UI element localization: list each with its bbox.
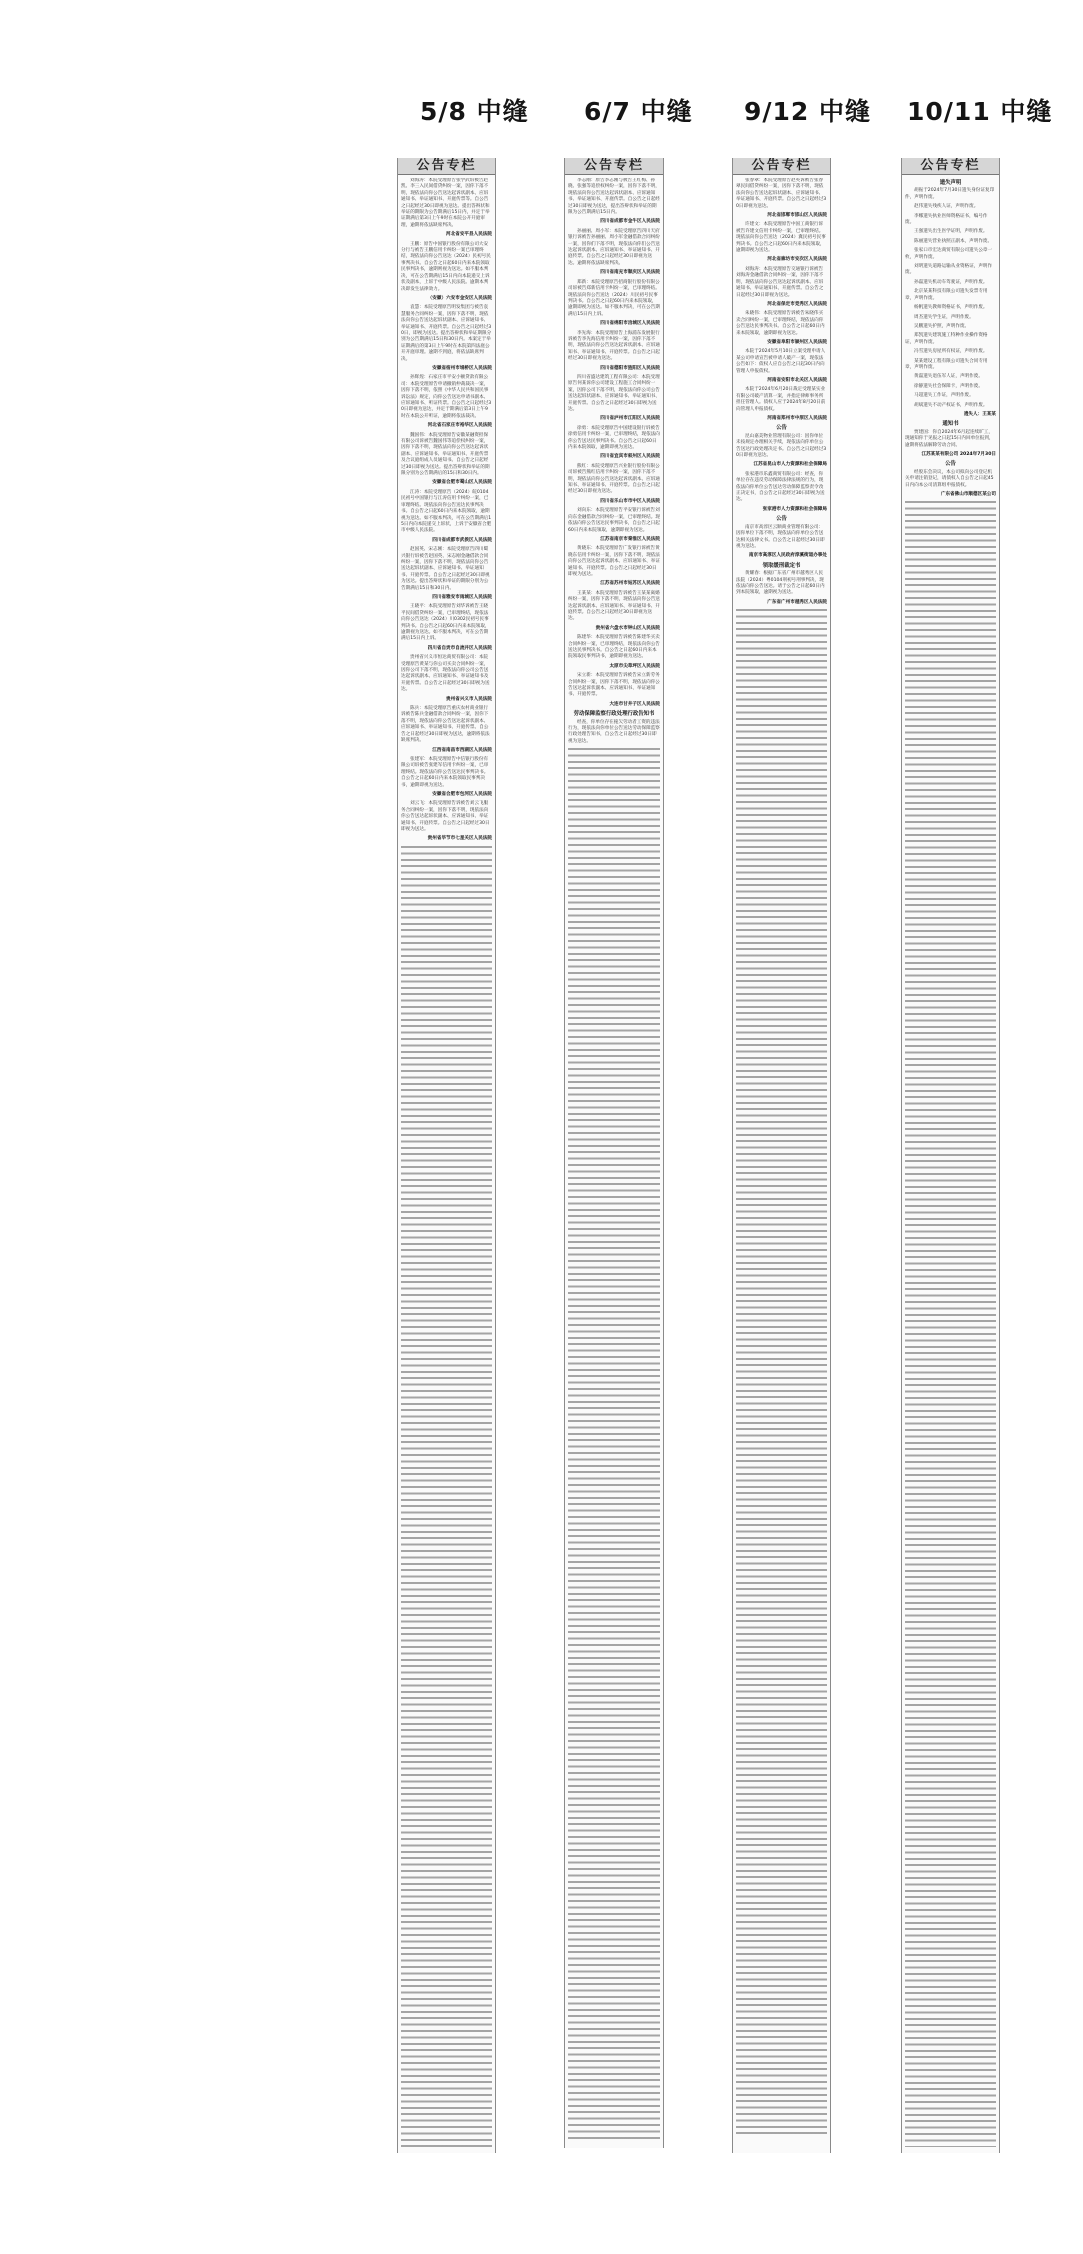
issuer-name: 四川省南充市顺庆区人民法院 (600, 270, 660, 276)
notice-text: 黄磊遗失退伍军人证，声明作废。 (914, 374, 983, 380)
issuer-name: 河南省安阳市北关区人民法院 (767, 377, 827, 383)
notice-text: 四川省盛达建筑工程有限公司：本院受理原告何某诉你公司建设工程施工合同纠纷一案，因你公司下落不明，现依法向你公司公告送达起诉状副本、应诉通知书、举证通知书、开庭传票。自公告之日起经过30日即视为送达。 (568, 374, 660, 412)
issuer-name: 广东省佛山市顺德区某公司 (940, 492, 996, 498)
notice-text: 徐勇：本院受理原告中国建设银行诉被告徐勇信用卡纠纷一案，已审理终结，现依法向你公告送达民事判决书。自公告之日起60日内来本院领取，逾期即视为送达。 (568, 425, 660, 451)
dense-text-continuation (905, 501, 996, 2147)
notice-text: 朱晓伟：本院受理原告诉被告朱晓伟买卖合同纠纷一案，已审理终结，现依法向你公告送达民事判决书。自公告之日起60日内来本院领取，逾期即视为送达。 (736, 311, 825, 336)
notice-text: 陈兵：本院受理原告重庆农村商业银行诉被告陈兵金融借款合同纠纷一案，因你下落不明，现依法向你公告送达起诉状副本、应诉通知书、举证通知书、开庭传票。自公告之日起经过30日即视为送达，逾期将依法缺席判决。 (401, 706, 490, 744)
issuer-name: 河北省安平县人民法院 (446, 232, 492, 238)
notice-text: 李志刚：原告李志刚与被告王红梅、孙晓、张强等追偿权纠纷一案，因你下落不明，现依法向你公告送达起诉状副本、应诉通知书、举证通知书、开庭传票。自公告之日起经过30日即视为送达，提出答辩状和举证的期限为公告期满后15日内。 (568, 178, 660, 216)
issuer-name: 贵州省六盘水市钟山区人民法院 (595, 625, 660, 631)
notice-text: 陈丽遗失营业执照正副本，声明作废。 (914, 238, 993, 244)
notice-heading: 通知书 (942, 421, 959, 428)
issuer-name: 四川省雅安市雨城区人民法院 (432, 594, 492, 600)
notice-text: 郑凯遗失建筑施工特种作业操作资格证，声明作废。 (905, 333, 988, 345)
issuer-name: 四川省泸州市江阳区人民法院 (600, 416, 660, 422)
issuer-name: 贵州省兴义市人民法院 (446, 696, 492, 702)
dense-text-continuation (736, 609, 827, 2135)
notice-text: 胡振于2024年7月30日遗失身份证复印件，声明作废。 (905, 188, 995, 200)
notice-text: 冯雪遗失房屋所有权证，声明作废。 (914, 349, 988, 355)
issuer-name: 江苏某某有限公司 2024年7月30日 (921, 452, 996, 457)
notice-text: 刘向东：本院受理原告平安银行诉被告刘向东金融借款合同纠纷一案，已审理终结。现依法向你公告送达民事判决书，自公告之日起60日内来本院领取，逾期即视为送达。 (568, 508, 660, 533)
notice-text: 张春翠：本院受理原告赵英诉被告张春翠民间借贷纠纷一案，因你下落不明，现依法向你公告送达起诉状副本、应诉通知书、举证通知书、开庭传票。自公告之日起经过30日即视为送达。 (736, 178, 827, 209)
notice-text: 刘明遗失道路运输从业资格证，声明作废。 (905, 264, 993, 276)
issuer-name: 江苏省苏州市姑苏区人民法院 (600, 581, 660, 587)
notice-text: 杨帆遗失教师资格证书，声明作废。 (914, 305, 988, 311)
notice-text: 张建军：本院受理原告中信银行股份有限公司诉被告张建军信用卡纠纷一案，已审理终结。现依法向你公告送达民事判决书。自公告之日起60日内来本院领取民事判决书，逾期即视为送达。 (401, 756, 489, 788)
strip-body (401, 178, 492, 2147)
notice-strip-1 (397, 158, 496, 2153)
notice-text: 贵州省兴义市恒达商贸有限公司：本院受理原告黄某与你公司买卖合同纠纷一案，因你公司下落不明，现依法向你公司公告送达起诉状副本、应诉通知书、举证通知书及开庭传票。自公告之日起经过30日即视为送达。 (401, 655, 490, 693)
issuer-name: 四川省自贡市自流井区人民法院 (427, 645, 492, 651)
notice-text: 马超遗失工作证，声明作废。 (914, 393, 974, 399)
strip-header: 公告专栏 (398, 158, 495, 175)
notice-text: 本院于2024年6月20日裁定受理某实业有限公司破产清算一案，并指定律师事务所担任管理人。债权人应于2024年8月20日前向管理人申报债权。 (736, 387, 826, 412)
issuer-name: 四川省乐山市市中区人民法院 (600, 498, 660, 504)
strip-body (736, 178, 827, 2135)
notice-text: 刘云飞：本院受理原告诉被告刘云飞服务合同纠纷一案，因你下落不明，现依法向你公告送达起诉状副本、应诉通知书、举证通知书、开庭传票。自公告之日起经过30日即视为送达。 (401, 801, 490, 832)
issuer-name: 河北省石家庄市裕华区人民法院 (427, 423, 492, 429)
notice-text: 李先海：本院受理原告上海浦东发展银行诉被告李先海信用卡纠纷一案，因你下落不明，现依法向你公告送达起诉状副本、应诉通知书、举证通知书、开庭传票。自公告之日起经过30日即视为送达。 (568, 330, 660, 362)
notice-strip-3 (732, 158, 831, 2153)
notice-text: 黄耀春：根据广东省广州市越秀区人民法院（2024）粤0104刑初号刑事判决，现依法向你公告送达。请于公告之日起60日内到本院领取，逾期视为送达。 (736, 571, 825, 596)
notice-text: 吴鹏遗失护照，声明作废。 (914, 323, 970, 329)
notice-text: 孙磊遗失机动车驾驶证，声明作废。 (914, 279, 988, 285)
issuer-name: 四川省成都市金牛区人民法院 (600, 219, 660, 225)
notice-text: 刘海涛：本院受理原告交通银行诉被告刘海涛金融借款合同纠纷一案，因你下落不明，现依法向你公告送达起诉状副本、应诉通知书、举证通知书、开庭传票。自公告之日起经过30日即视为送达。 (736, 266, 824, 298)
issuer-name: 四川省成都市武侯区人民法院 (432, 537, 492, 543)
issuer-name: 安徽省宿州市埇桥区人民法院 (432, 365, 492, 371)
issuer-name: 河南省郑州市中原区人民法院 (767, 416, 827, 421)
issuer-name: 河北省邯郸市邯山区人民法院 (767, 213, 827, 219)
issuer-name: 江苏省南京市秦淮区人民法院 (600, 536, 660, 542)
notice-heading: 公告 (776, 425, 787, 432)
issuer-name: 安徽省合肥市蜀山区人民法院 (432, 480, 492, 486)
strip-body (905, 178, 996, 2147)
notice-text: 某某建设工程有限公司遗失合同专用章，声明作废。 (905, 358, 988, 370)
notice-text: 李娜遗失执业医师资格证书，编号作废。 (905, 213, 988, 226)
strip-header: 公告专栏 (733, 158, 830, 175)
issuer-name: 四川省宜宾市叙州区人民法院 (600, 454, 660, 460)
strip-body (568, 178, 660, 2142)
issuer-name: 四川省绵阳市涪城区人民法院 (600, 321, 660, 327)
notice-text: 赵国英、宋志刚：本院受理原告四川蜀兴银行诉被告赵国英、宋志刚金融借款合同纠纷一案，因你下落不明，现依法向你公告送达起诉状副本、应诉通知书、举证通知书、开庭传票。自公告之日起经过30日即视为送达。提出答辩状和举证的期限分别为公告期满后15日和30日内。 (401, 547, 490, 591)
notice-text: 经股东会决议，本公司拟向公司登记机关申请注销登记，请债权人自公告之日起45日内向本公司清算组申报债权。 (905, 469, 994, 488)
column-title-4: 10/11 中缝 (907, 97, 1053, 126)
issuer-name: 安徽省合肥市包河区人民法院 (432, 791, 492, 797)
notice-text: 袁慧：本院受理原告明发集团与被告袁慧服务合同纠纷一案，因你下落不明，现依法向你公告送达起诉状副本、应诉通知书、举证通知书、开庭传票。自公告之日起经过30日，即视为送达。提出答辩状和举证期限分别为公告期满后15日和30日内。本案定于举证期满后的第3日上午9时在本院第四法庭公开开庭审理。逾期不到庭，将依法缺席判决。 (401, 305, 492, 362)
issuer-name: 安徽省阜阳市颍州区人民法院 (767, 339, 827, 345)
notice-text: 王强遗失出生医学证明，声明作废。 (914, 229, 988, 235)
notice-strip-4 (901, 158, 1000, 2153)
notice-text: 经查，你单位存在拖欠劳动者工资的违法行为，现依法向你单位公告送达劳动保障监察行政处理告知书，自公告之日起经过30日即视为送达。 (568, 719, 660, 744)
notice-text: 宋立新：本院受理原告诉被告宋立新劳务合同纠纷一案，因你下落不明，现依法向你公告送达起诉状副本、应诉通知书、举证通知书、开庭传票。 (568, 673, 660, 698)
issuer-name: 江苏省昆山市人力资源和社会保障局 (753, 462, 827, 468)
notice-text: 陈建华：本院受理原告诉被告陈建华买卖合同纠纷一案，已审理终结，现依法向你公告送达民事判决书。自公告之日起60日内来本院领取民事判决书，逾期即视为送达。 (568, 635, 660, 660)
notice-text: 赵伟遗失残疾人证，声明作废。 (914, 204, 979, 210)
issuer-name: 遗失人：王某某 (963, 411, 996, 417)
notice-text: 许建文：本院受理原告中国工商银行诉被告许建文信用卡纠纷一案，已审理终结。现依法向你公告送达（2024）冀民初号民事判决书。自公告之日起60日内来本院领取，逾期即视为送达。 (736, 222, 826, 254)
strip-footer (737, 2139, 826, 2149)
notice-text: 徐静遗失社会保障卡，声明作废。 (914, 383, 983, 389)
column-title-2: 6/7 中缝 (584, 97, 693, 126)
notice-heading: 领取缓刑裁定书 (762, 562, 801, 569)
issuer-name: 张家港市人力资源和社会保障局 (762, 506, 827, 512)
issuer-name: （安徽）六安市金安区人民法院 (427, 295, 492, 301)
dense-text-continuation (401, 846, 492, 2147)
notice-text: 胡斌遗失不动产权证书，声明作废。 (914, 402, 988, 408)
notice-text: 北京某某科技有限公司遗失发票专用章，声明作废。 (905, 289, 988, 301)
strip-header: 公告专栏 (565, 158, 663, 175)
notice-text: 孙辉煌：石家庄市平安小额贷款有限公司：本院受理原告申请撤销仲裁裁决一案，因你下落不明，依照《中华人民共和国民事诉讼法》规定，向你公告送达申请书副本、应诉通知书、听证传票。自公告之日起经过30日即视为送达，并定于期满后第3日上午9时在本院公开听证，逾期将依法裁决。 (401, 375, 492, 419)
strip-header: 公告专栏 (902, 158, 999, 175)
notice-heading: 公告 (776, 516, 787, 523)
notice-text: 刘海涛：本院受理原告张学武诉被告赵凯、李三入民间借贷纠纷一案，因你下落不明，现依法向你公告送达起诉状副本、应诉通知书、举证通知书、开庭传票等。自公告之日起经过30日即视为送达。提出答辩状和举证的期限为公告期满后15日内，并定于举证期满后第3日上午9时在本院公开开庭审理，逾期将依法缺席判决。 (401, 178, 490, 228)
dense-text-continuation (568, 748, 660, 2142)
issuer-name: 河北省保定市竞秀区人民法院 (767, 301, 827, 307)
notice-text: 南京市高淳区云顺商业管理有限公司：因你单位下落不明，现依法向你单位公告送达相关法律文书。自公告之日起经过30日即视为送达。 (736, 524, 825, 549)
notice-text: 本院于2024年5月10日立案受理申请人某公司申请宣告被申请人破产一案，现依法公告如下：债权人应自公告之日起30日内向管理人申报债权。 (736, 349, 826, 374)
notice-text: 江涛：本院受理原告（2024）皖0104民初号中国银行与江涛信用卡纠纷一案，已审理终结。现依法向你公告送达民事判决书。自公告之日起60日内来本院领取，逾期视为送达。如不服本判决，可在公告期满后15日内向本院递交上诉状，上诉于安徽省合肥市中级人民法院。 (401, 489, 492, 534)
notice-text: 张家港市乐鑫商贸有限公司：经查，你单位存在违反劳动保障法律法规的行为，现依法向你单位公告送达劳动保障监察责令改正决定书，自公告之日起经过30日即视为送达。 (736, 471, 825, 503)
issuer-name: 太原市尖草坪区人民法院 (609, 663, 660, 669)
notice-text: 贾建国：你自2024年6月起连续旷工，现通知你于见报之日起15日内回单位报到，逾期将依法解除劳动合同。 (905, 429, 994, 448)
notice-text: 周杰遗失学生证，声明作废。 (914, 314, 974, 320)
notice-heading: 公告 (945, 461, 956, 468)
notice-text: 熊红：本院受理原告兴业银行股份有限公司诉被告熊红信用卡纠纷一案，因你下落不明，现依法向你公告送达起诉状副本、应诉通知书、举证通知书、开庭传票。自公告之日起经过30日即视为送达。 (568, 463, 660, 495)
notice-text: 昆山嘉美物业管理有限公司：因你单位未按规定办理相关手续，现依法向你单位公告送达行政处理决定书。自公告之日起经过30日即视为送达。 (736, 433, 827, 459)
notice-heading: 劳动保障监察行政处理行政告知书 (573, 711, 655, 718)
issuer-name: 四川省德阳市旌阳区人民法院 (600, 365, 660, 371)
notice-text: 王鹏：原告中国银行股份有限公司大安分行与被告王鹏信用卡纠纷一案已审理终结，现依法向你公告送达（2024）民初号民事判决书。自公告之日起60日内来本院领取民事判决书，逾期则视为送达。如不服本判决，可在公告期满后15日内向本院递交上诉状及副本，上诉于中级人民法院。逾期本判决即发生法律效力。 (401, 241, 491, 292)
issuer-name: 大连市甘井子区人民法院 (609, 701, 660, 707)
issuer-name: 河北省廊坊市安次区人民法院 (767, 257, 827, 263)
issuer-name: 广东省广州市越秀区人民法院 (767, 599, 827, 605)
notice-text: 王某某：本院受理原告诉被告王某某离婚纠纷一案，因你下落不明，现依法向你公告送达起诉状副本、应诉通知书、举证通知书、开庭传票。自公告之日起经过30日即视为送达。 (568, 590, 660, 622)
notice-strip-2 (564, 158, 664, 2148)
notice-text: 黄晓东：本院受理原告广发银行诉被告黄晓东信用卡纠纷一案，因你下落不明，现依法向你公告送达起诉状副本、应诉通知书、举证通知书、开庭传票。自公告之日起经过30日即视为送达。 (568, 546, 660, 577)
column-title-1: 5/8 中缝 (420, 97, 529, 126)
notice-heading: 遗失声明 (939, 180, 962, 186)
issuer-name: 南京市高淳区人民政府淳溪街道办事处 (748, 553, 827, 559)
notice-text: 张家口市宏达商贸有限公司遗失公章一枚，声明作废。 (905, 248, 993, 260)
notice-text: 王晓平：本院受理原告刘华诉被告王晓平民间借贷纠纷一案，已审理终结，现依法向你公告送达（2024）川0302民初号民事判决书。自公告之日起60日内来本院领取，逾期视为送达。如不服本判决，可在公告期满后15日内上诉。 (401, 604, 490, 642)
issuer-name: 贵州省毕节市七星关区人民法院 (427, 836, 492, 842)
notice-text: 郑新：本院受理原告招商银行股份有限公司诉被告郑新信用卡纠纷一案，已审理终结。现依法向你公告送达（2024）川民初号民事判决书。自公告之日起60日内来本院领取，逾期即视为送达。如不服本判决，可在公告期满后15日内上诉。 (568, 279, 660, 317)
column-title-3: 9/12 中缝 (744, 97, 872, 126)
issuer-name: 江西省南昌市西湖区人民法院 (432, 747, 492, 753)
notice-text: 孙丽丽、周小军：本院受理原告四川天府银行诉被告孙丽丽、周小军金融借款合同纠纷一案，因你们下落不明，现依法向你们公告送达起诉状副本、应诉通知书、举证通知书、开庭传票。自公告之日起经过30日即视为送达。逾期将依法缺席判决。 (568, 228, 660, 266)
notice-text: 魏国伟：本院受理原告安徽某融资担保有限公司诉被告魏国伟等追偿权纠纷一案，因你下落不明，现依法向你公告送达起诉状副本、应诉通知书、举证通知书、开庭传票及合议庭组成人员通知书。自公告之日起经过30日即视为送达。提出答辩状和举证的期限分别为公告期满后的15日和30日内。 (401, 432, 490, 477)
